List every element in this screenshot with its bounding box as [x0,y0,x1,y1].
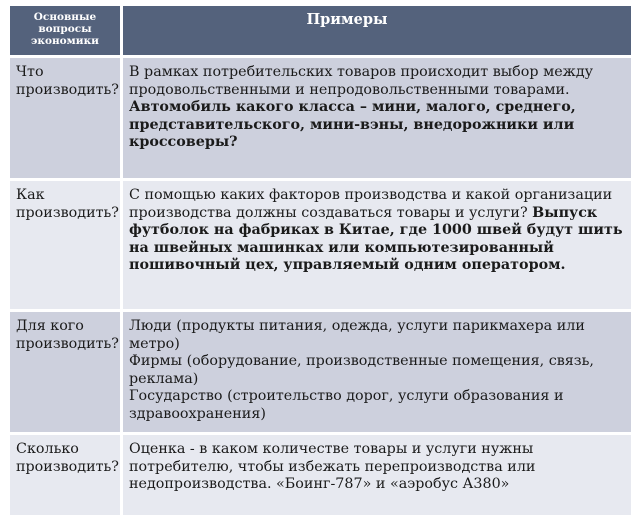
question-for-whom: Для кого производить? [9,311,122,434]
question-how: Как производить? [9,180,122,311]
answer-firms: Фирмы (оборудование, производственные помещения, связь, реклама) [129,353,594,387]
economics-questions-table [7,3,634,518]
question-what: Что производить? [9,57,122,180]
table-header-row [9,5,633,57]
answer-state: Государство (строительство дорог, услуги образования и здравоохранения) [129,388,564,422]
answer-how-text: С помощью каких факторов производства и какой организации производства должны создаваться товары и услуги? [129,187,613,221]
answer-for-whom [122,311,633,434]
answer-how [122,180,633,311]
answer-what-text: В рамках потребительских товаров происходит выбор между продовольственными и непродовольственными товарами. [129,64,594,98]
answer-how-example: Выпуск футболок на фабриках в Китае, где 1000 швей будут шить на швейных машинках или компьютезированный пошивочный цех, управляемый одним оператором. [129,204,623,273]
answer-what-example: Автомобиль какого класса – мини, малого, среднего, представительского, мини-вэны, внедорожники или кроссоверы? [129,99,576,150]
table-row [9,180,633,311]
header-questions: Основные вопросы экономики [9,5,122,57]
answer-people: Люди (продукты питания, одежда, услуги парикмахера или метро) [129,318,585,352]
answer-how-much: Оценка - в каком количестве товары и услуги нужны потребителю, чтобы избежать перепроизводства или недопроизводства. «Боинг-787» и «аэробус А380» [122,434,633,517]
economics-table-container [7,3,631,492]
table-row [9,311,633,434]
table-row [9,434,633,517]
question-how-much: Сколько производить? [9,434,122,517]
table-row [9,57,633,180]
header-examples: Примеры [122,5,633,57]
answer-what [122,57,633,180]
